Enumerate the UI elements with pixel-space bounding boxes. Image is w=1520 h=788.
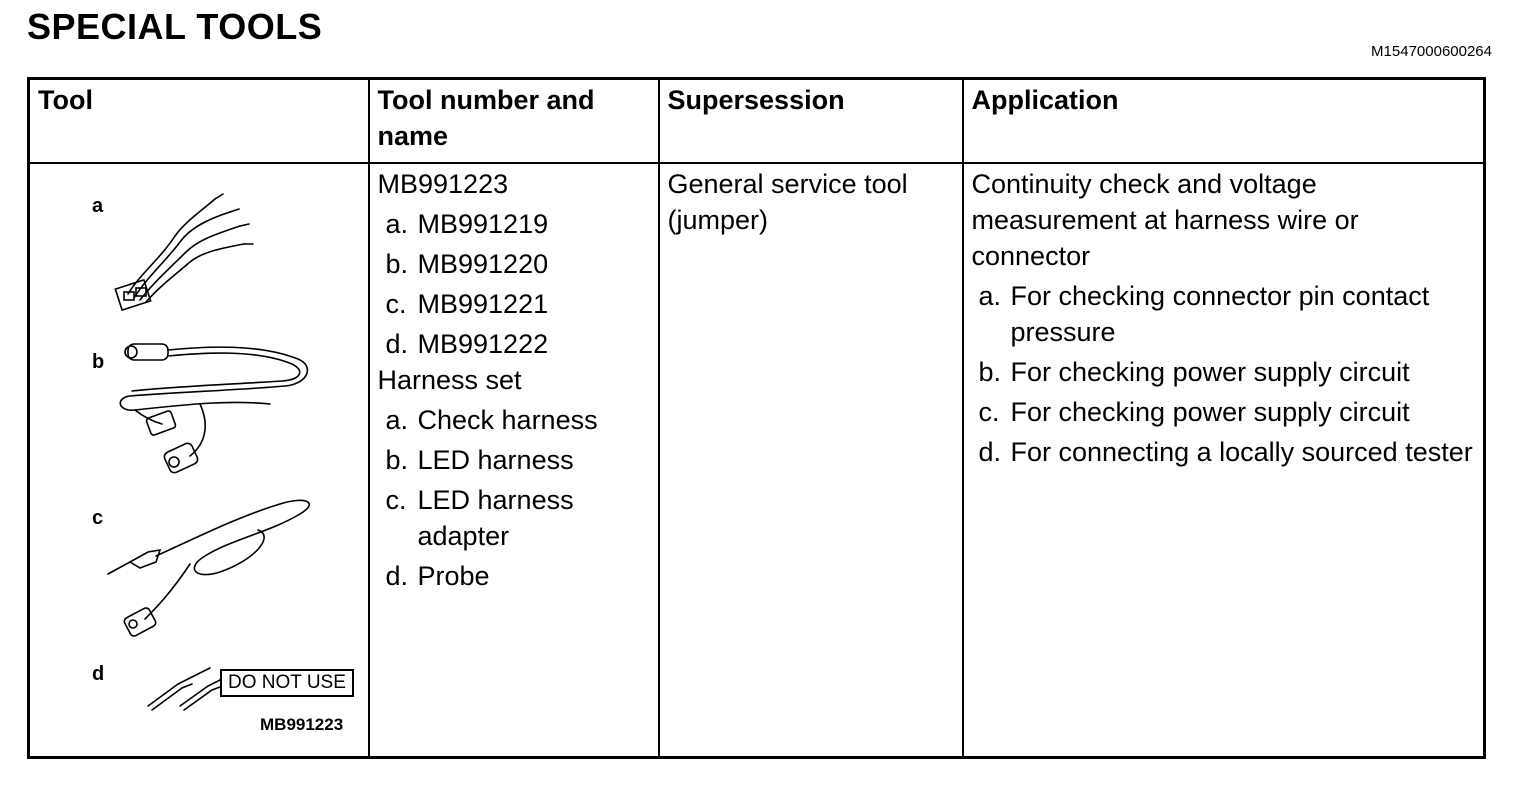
list-item-letter: d. — [385, 561, 409, 591]
figure-part-number: MB991223 — [260, 715, 344, 734]
list-item-text: MB991222 — [417, 329, 549, 359]
list-item — [378, 402, 650, 438]
figure-label-a: a — [92, 195, 104, 217]
tool-number-main: MB991223 — [377, 169, 509, 199]
table-header-row — [29, 79, 1485, 164]
supersession-cell — [659, 163, 963, 758]
list-item-letter: b. — [385, 445, 409, 475]
list-item — [378, 206, 650, 242]
list-item-text: Probe — [417, 561, 490, 591]
list-item-text: For checking power supply circuit — [1010, 357, 1410, 387]
tool-illustration-cell — [29, 163, 369, 758]
document-id: M1547000600264 — [1371, 43, 1492, 60]
list-item-text: MB991219 — [417, 209, 549, 239]
harness-set-name: Harness set — [377, 365, 522, 395]
list-item — [378, 326, 650, 362]
list-item — [378, 482, 650, 554]
list-item-letter: d. — [385, 329, 409, 359]
tool-number-cell — [369, 163, 659, 758]
list-item-letter: a. — [385, 209, 409, 239]
list-item — [378, 558, 650, 594]
figure-label-c: c — [92, 507, 104, 529]
list-item-letter: c. — [978, 397, 1000, 427]
list-item — [972, 278, 1476, 350]
header-tool: Tool — [29, 79, 369, 164]
list-item — [972, 434, 1476, 470]
list-item — [972, 394, 1476, 430]
check-harness-icon — [115, 194, 253, 310]
header-supersession: Supersession — [659, 79, 963, 164]
list-item-text: For checking power supply circuit — [1010, 397, 1410, 427]
special-tools-table — [27, 77, 1486, 759]
figure-label-d: d — [92, 663, 105, 685]
application-intro: Continuity check and voltage measurement at harness wire or connector — [971, 169, 1359, 271]
led-harness-adapter-icon — [108, 500, 309, 637]
figure-label-b: b — [92, 351, 105, 373]
header-application: Application — [963, 79, 1485, 164]
list-item — [972, 354, 1476, 390]
list-item-text: MB991220 — [417, 249, 549, 279]
list-item-text: For connecting a locally sourced tester — [1010, 437, 1473, 467]
list-item-text: LED harness adapter — [417, 485, 574, 551]
list-item-text: LED harness — [417, 445, 574, 475]
list-item-letter: a. — [978, 281, 1002, 311]
supersession-text: General service tool (jumper) — [667, 169, 908, 235]
list-item — [378, 286, 650, 322]
page-title: SPECIAL TOOLS — [27, 6, 323, 47]
list-item-text: MB991221 — [417, 289, 549, 319]
table-row — [29, 163, 1485, 758]
list-item-letter: b. — [978, 357, 1002, 387]
list-item-text: For checking connector pin contact pressure — [1010, 281, 1430, 347]
list-item-text: Check harness — [417, 405, 598, 435]
list-item-letter: c. — [385, 289, 407, 319]
list-item-letter: a. — [385, 405, 409, 435]
list-item-letter: d. — [978, 437, 1002, 467]
led-harness-icon — [120, 344, 307, 474]
do-not-use-label: DO NOT USE — [220, 669, 354, 697]
header-tool-number: Tool number and name — [369, 79, 659, 164]
application-cell — [963, 163, 1485, 758]
list-item-letter: b. — [385, 249, 409, 279]
list-item — [378, 442, 650, 478]
list-item — [378, 246, 650, 282]
list-item-letter: c. — [385, 485, 407, 515]
